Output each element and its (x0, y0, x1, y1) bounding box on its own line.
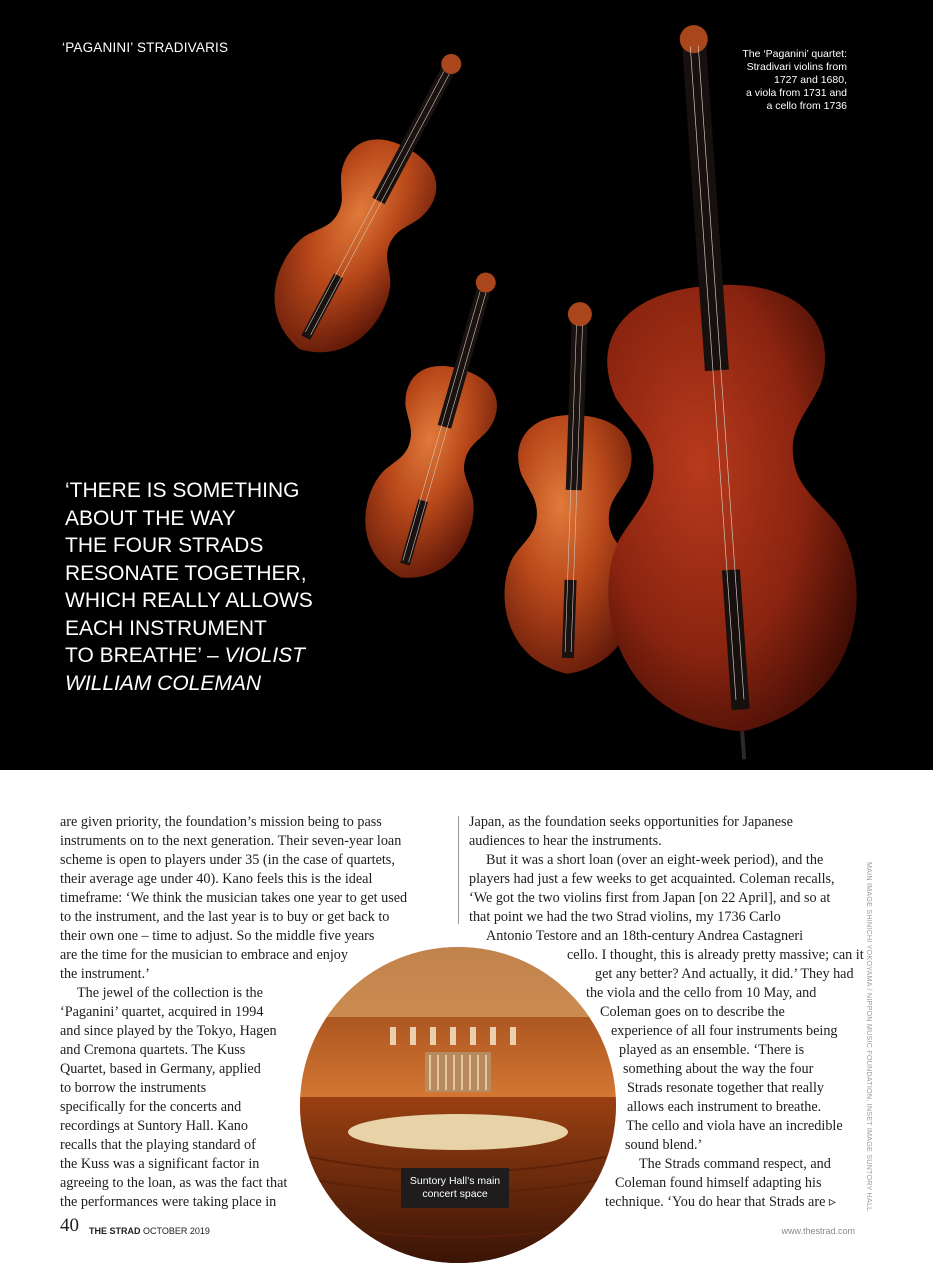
text-line: But it was a short loan (over an eight-week period), and the (486, 852, 824, 868)
text-line: Coleman goes on to describe the (600, 1004, 785, 1020)
text-line: and Cremona quartets. The Kuss (60, 1042, 246, 1058)
pull-quote-attribution: WILLIAM COLEMAN (65, 671, 262, 695)
pull-quote-line (65, 642, 355, 670)
text-line: to borrow the instruments (60, 1080, 207, 1096)
magazine-name: THE STRAD (89, 1226, 141, 1236)
pull-quote-line: EACH INSTRUMENT (65, 616, 267, 640)
pull-quote-line: WHICH REALLY ALLOWS (65, 589, 313, 612)
text-line: audiences to hear the instruments. (469, 833, 662, 849)
text-line: ‘We got the two violins first from Japan [on 22 April], and so at (469, 890, 831, 906)
text-line: The jewel of the collection is the (77, 985, 263, 1001)
website-url: www.thestrad.com (781, 1226, 855, 1236)
caption-line: Suntory Hall’s main (409, 1175, 501, 1187)
pull-quote-line: THE FOUR STRADS (65, 534, 264, 557)
text-line: sound blend.’ (625, 1137, 703, 1153)
text-line: played as an ensemble. ‘There is (619, 1042, 805, 1058)
pull-quote-line: ‘THERE IS SOMETHING (65, 479, 300, 502)
pull-quote-line: ABOUT THE WAY (65, 506, 236, 530)
pull-quote (65, 477, 355, 697)
issue-date: OCTOBER 2019 (140, 1226, 210, 1236)
caption-line: Stradivari violins from (746, 61, 847, 73)
text-line: scheme is open to players under 35 (in the case of quartets, (60, 852, 395, 868)
text-line: that point we had the two Strad violins, my 1736 Carlo (469, 909, 781, 925)
text-line: and since played by the Tokyo, Hagen (60, 1023, 277, 1039)
caption-line: The ‘Paganini’ quartet: (742, 48, 847, 60)
text-line: Coleman found himself adapting his (615, 1175, 822, 1191)
text-line: specifically for the concerts and (60, 1099, 242, 1115)
inset-photo-caption (401, 1168, 509, 1208)
text-line: timeframe: ‘We think the musician takes one year to get used (60, 890, 408, 906)
text-line: experience of all four instruments being (611, 1023, 838, 1039)
text-line: the viola and the cello from 10 May, and (586, 985, 817, 1001)
text-line: to the instrument, and the last year is to buy or get back to (60, 909, 390, 925)
text-line: technique. ‘You do hear that Strads are ▹ (605, 1194, 837, 1210)
text-line: cello. I thought, this is already pretty massive; can it (567, 947, 864, 963)
text-line: Japan, as the foundation seeks opportunities for Japanese (469, 814, 793, 830)
text-line: recalls that the playing standard of (60, 1137, 256, 1153)
text-line: the Kuss was a significant factor in (60, 1156, 260, 1172)
text-line: something about the way the four (623, 1061, 814, 1077)
violin-1727 (251, 29, 505, 375)
page-number: 40 (60, 1215, 79, 1236)
magazine-issue (89, 1226, 210, 1236)
text-line: instruments on to the next generation. Their seven-year loan (60, 833, 402, 849)
caption-line: 1727 and 1680, (774, 74, 847, 86)
pull-quote-line: RESONATE TOGETHER, (65, 561, 307, 585)
caption-line: a viola from 1731 and (746, 87, 847, 99)
pull-quote-text: TO BREATHE’ – (65, 644, 225, 667)
quartet-photo-caption (677, 48, 847, 113)
text-line: are the time for the musician to embrace and enjoy (60, 947, 348, 963)
text-line: the performances were taking place in (60, 1194, 277, 1210)
text-line: Quartet, based in Germany, applied (60, 1061, 261, 1077)
section-label: ‘PAGANINI’ STRADIVARIS (62, 40, 229, 55)
text-line: their average age under 40). Kano feels this is the ideal (60, 871, 373, 887)
text-line: agreeing to the loan, as was the fact that (60, 1175, 288, 1191)
text-line: ‘Paganini’ quartet, acquired in 1994 (60, 1004, 264, 1020)
text-line: players had just a few weeks to get acquainted. Coleman recalls, (469, 871, 835, 887)
text-line: are given priority, the foundation’s mission being to pass (60, 814, 382, 830)
pull-quote-attribution: VIOLIST (224, 644, 306, 667)
suntory-hall-inset-photo (300, 947, 616, 1263)
cello-1736 (569, 17, 868, 769)
photo-credit: MAIN IMAGE SHINICHI YOKOYAMA / NIPPON MUSIC FOUNDATION. INSET IMAGE SUNTORY HALL (865, 862, 874, 1212)
text-line: recordings at Suntory Hall. Kano (60, 1118, 248, 1134)
text-line: The Strads command respect, and (639, 1156, 831, 1172)
text-line: The cello and viola have an incredible (626, 1118, 843, 1134)
text-line: Antonio Testore and an 18th-century Andrea Castagneri (486, 928, 804, 944)
caption-line: concert space (422, 1188, 488, 1200)
concert-hall-illustration (300, 947, 616, 1263)
text-line: their own one – time to adjust. So the middle five years (60, 928, 375, 944)
text-line: allows each instrument to breathe. (627, 1099, 822, 1115)
text-line: get any better? And actually, it did.’ They had (595, 966, 854, 982)
text-line: Strads resonate together that really (627, 1080, 824, 1096)
column-divider (458, 816, 459, 924)
caption-line: a cello from 1736 (766, 100, 847, 112)
text-line: the instrument.’ (60, 966, 150, 982)
